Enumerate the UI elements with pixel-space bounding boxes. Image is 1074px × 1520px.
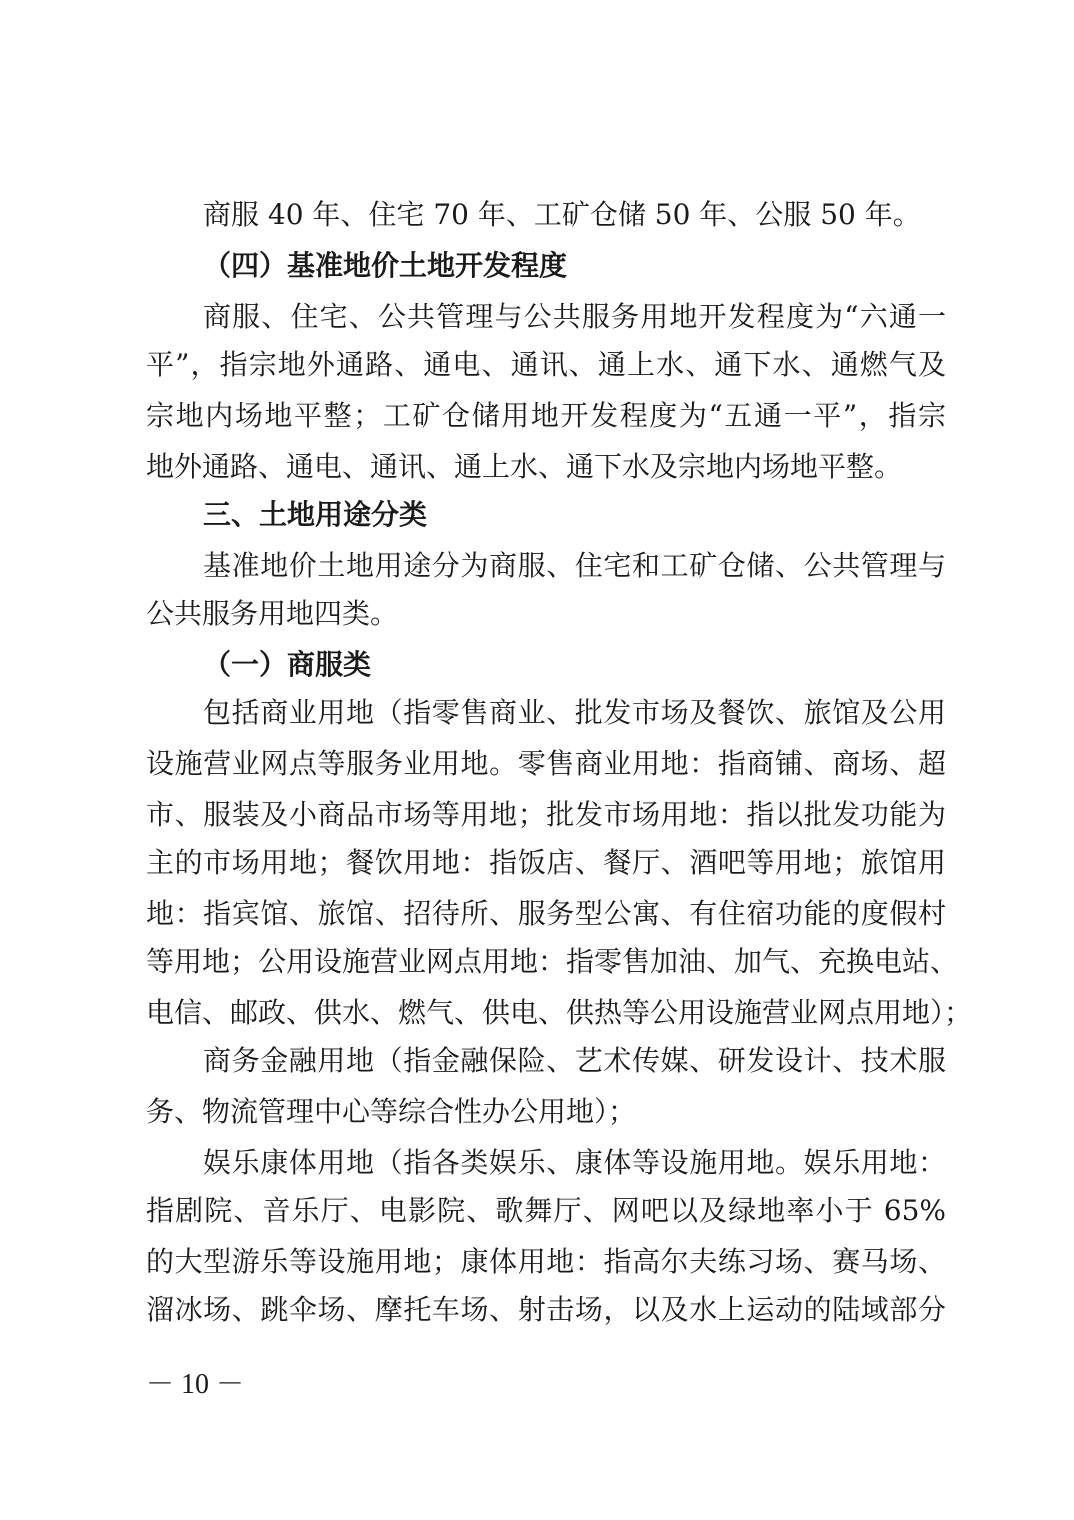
paragraph-line: 商服、住宅、公共管理与公共服务用地开发程度为“六通一 <box>203 300 946 333</box>
text-line-lease-terms: 商服 40 年、住宅 70 年、工矿仓储 50 年、公服 50 年。 <box>203 198 921 231</box>
section-heading-land-use: 三、土地用途分类 <box>203 498 428 531</box>
paragraph-line: 指剧院、音乐厅、电影院、歌舞厅、网吧以及绿地率小于 65% <box>146 1194 946 1227</box>
paragraph-line: 包括商业用地（指零售商业、批发市场及餐饮、旅馆及公用 <box>203 696 946 729</box>
paragraph-line: 平”，指宗地外通路、通电、通讯、通上水、通下水、通燃气及 <box>146 348 946 381</box>
paragraph-line: 设施营业网点等服务业用地。零售商业用地：指商铺、商场、超 <box>146 747 946 780</box>
paragraph-line: 主的市场用地；餐饮用地：指饭店、餐厅、酒吧等用地；旅馆用 <box>146 846 946 879</box>
paragraph-line: 地外通路、通电、通讯、通上水、通下水及宗地内场地平整。 <box>146 450 903 483</box>
paragraph-line: 地：指宾馆、旅馆、招待所、服务型公寓、有住宿功能的度假村 <box>146 897 946 930</box>
paragraph-line: 基准地价土地用途分为商服、住宅和工矿仓储、公共管理与 <box>203 549 946 582</box>
paragraph-line: 商务金融用地（指金融保险、艺术传媒、研发设计、技术服 <box>203 1044 946 1077</box>
paragraph-line: 公共服务用地四类。 <box>146 597 399 630</box>
paragraph-line: 溜冰场、跳伞场、摩托车场、射击场，以及水上运动的陆域部分 <box>146 1293 946 1326</box>
subheading-development-degree: （四）基准地价土地开发程度 <box>203 249 568 282</box>
page-number: － 10 － <box>146 1369 245 1400</box>
paragraph-line: 娱乐康体用地（指各类娱乐、康体等设施用地。娱乐用地： <box>203 1146 946 1179</box>
paragraph-line: 市、服装及小商品市场等用地；批发市场用地：指以批发功能为 <box>146 798 946 831</box>
paragraph-line: 电信、邮政、供水、燃气、供电、供热等公用设施营业网点用地）； <box>146 996 973 1029</box>
paragraph-line: 的大型游乐等设施用地；康体用地：指高尔夫练习场、赛马场、 <box>146 1245 946 1278</box>
subheading-commercial: （一）商服类 <box>203 648 372 681</box>
paragraph-line: 宗地内场地平整；工矿仓储用地开发程度为“五通一平”，指宗 <box>146 399 946 432</box>
paragraph-line: 等用地；公用设施营业网点用地：指零售加油、加气、充换电站、 <box>146 945 959 978</box>
paragraph-line: 务、物流管理中心等综合性办公用地）； <box>146 1095 637 1128</box>
